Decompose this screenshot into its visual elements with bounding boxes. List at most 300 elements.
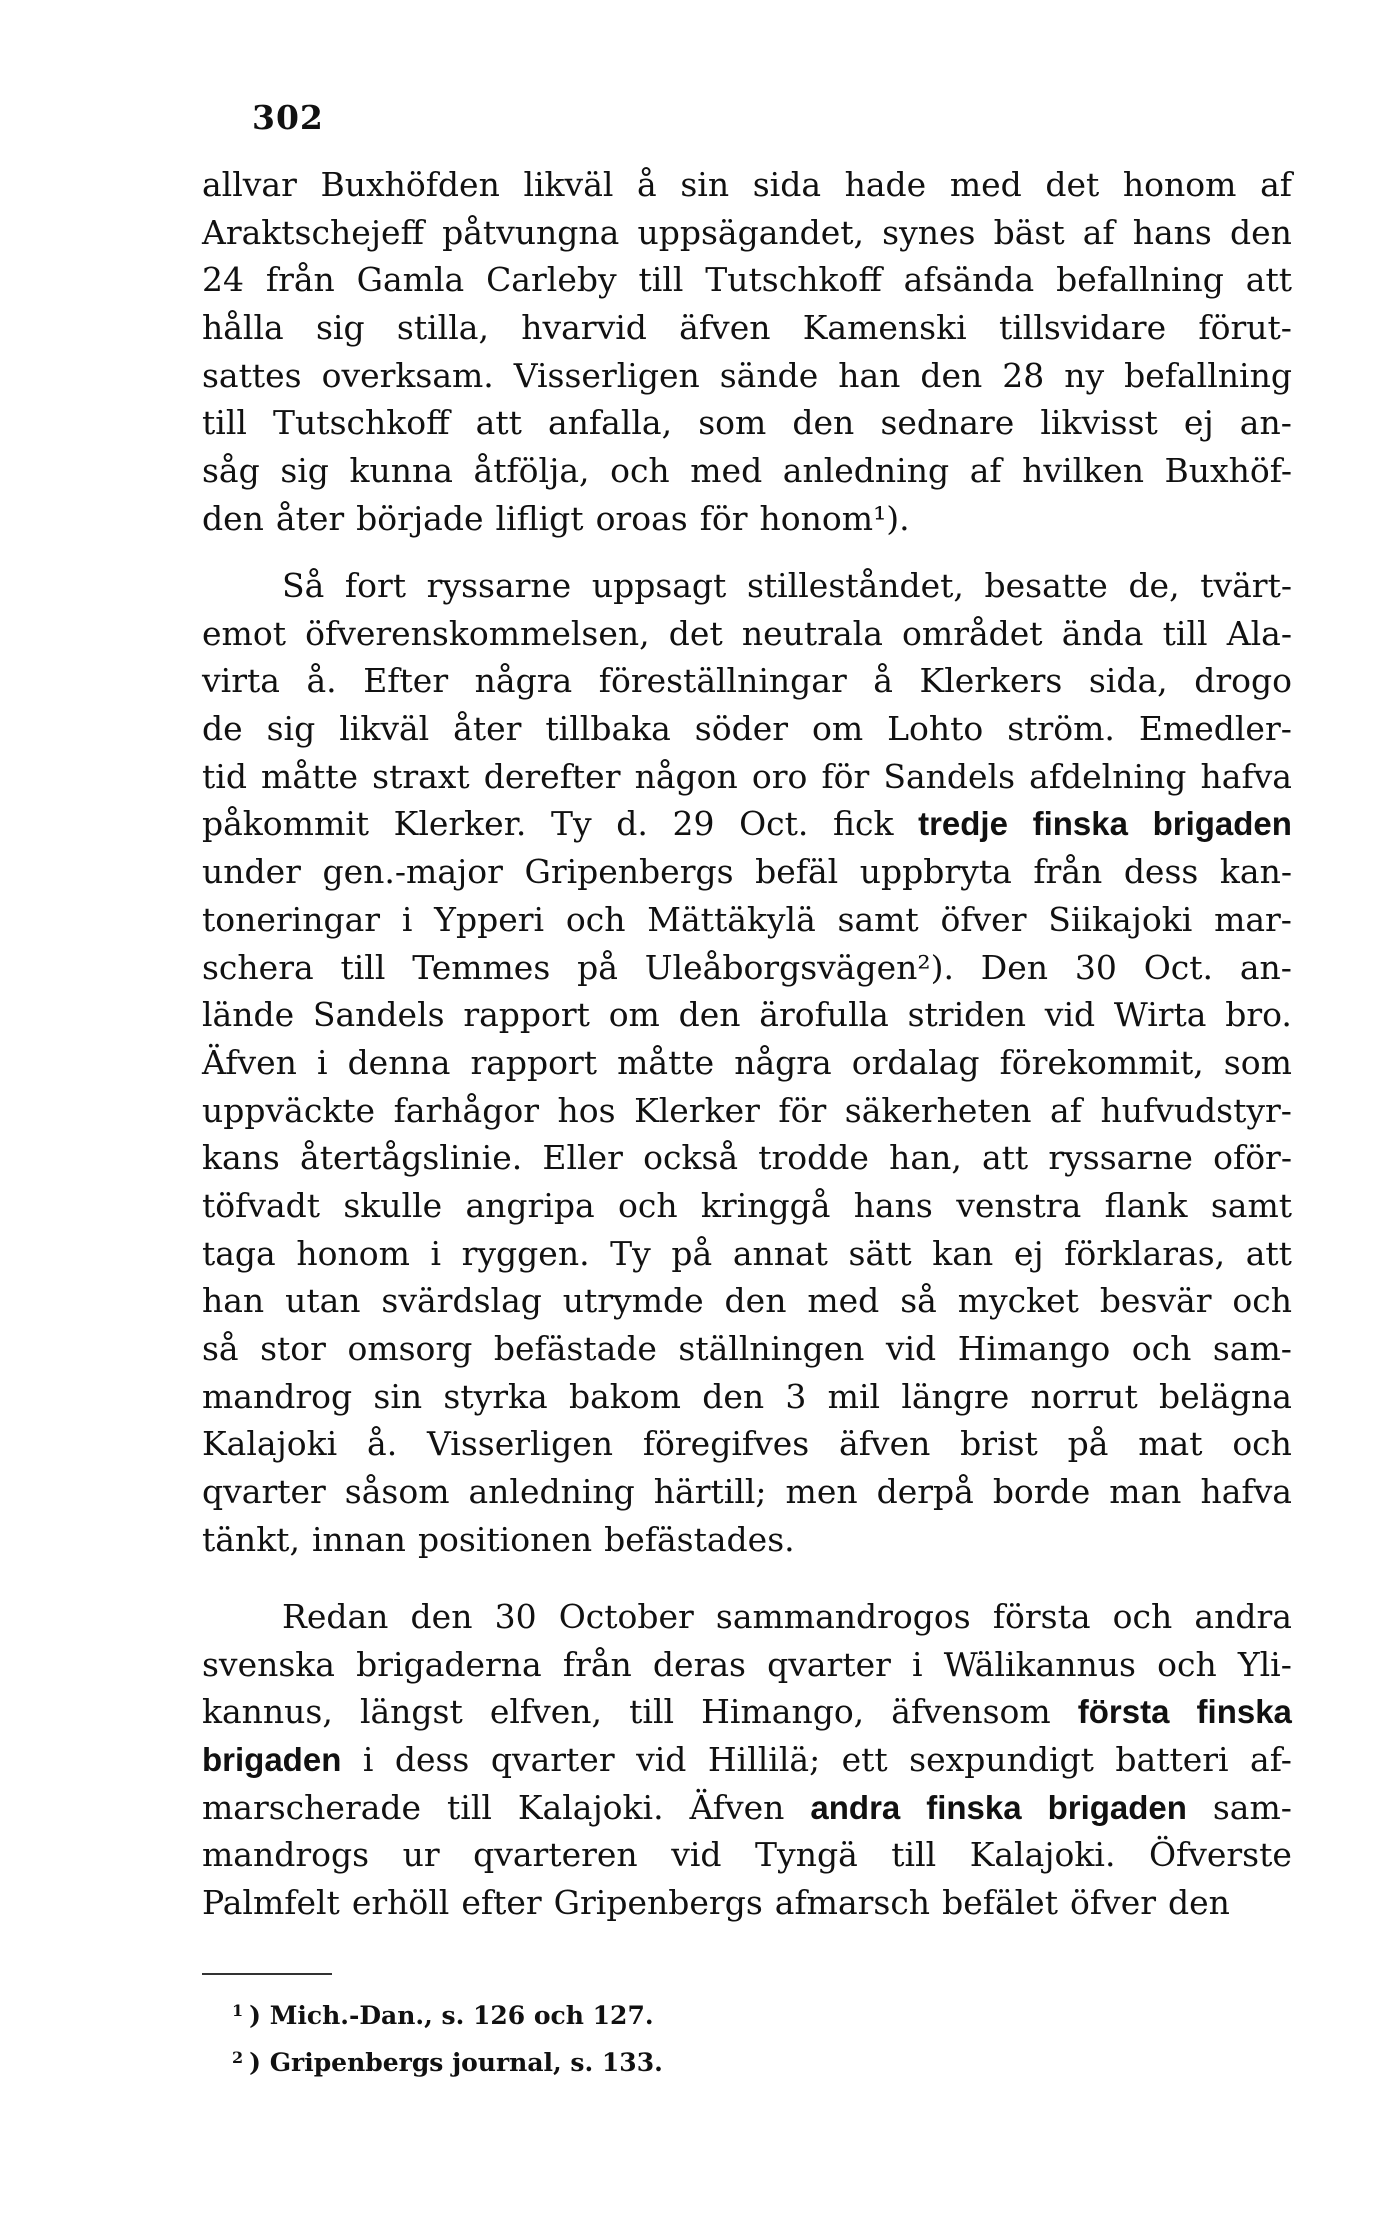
text-line — [202, 753, 1292, 801]
word: tredje — [918, 805, 1008, 843]
word: såg — [202, 451, 260, 491]
word: Den — [980, 947, 1049, 987]
word: Äfven — [202, 1042, 297, 1082]
word: 30 — [494, 1597, 537, 1636]
word: allvar — [202, 165, 297, 204]
word: Kalajoki. — [517, 1787, 664, 1827]
word: de, — [1128, 566, 1180, 605]
word: bro. — [1225, 995, 1292, 1035]
word: befäl — [755, 852, 839, 892]
word: venstra — [956, 1185, 1082, 1225]
word: Så — [282, 566, 325, 605]
word: och — [565, 899, 626, 939]
word: tid — [202, 756, 247, 796]
text-line — [202, 1373, 1292, 1421]
word: oro — [751, 756, 808, 796]
footnotes — [232, 1990, 663, 2084]
word: finska — [1032, 805, 1128, 843]
word: åtfölja, — [473, 451, 590, 491]
word: d. — [616, 804, 648, 844]
word: virta — [202, 661, 280, 701]
word: Buxhöf- — [1164, 451, 1292, 491]
word: Temmes — [412, 947, 551, 987]
word: qvarter — [490, 1740, 615, 1780]
word: Mättäkylä — [647, 899, 816, 939]
word: den — [1168, 1883, 1230, 1923]
word: af- — [1250, 1740, 1292, 1780]
word: området — [902, 613, 1043, 653]
word: af — [969, 451, 1002, 491]
word: Klerker. — [393, 804, 527, 844]
word: äfvensom — [891, 1692, 1051, 1732]
word: och — [618, 1185, 678, 1225]
word: tillbaka — [545, 709, 671, 749]
word: deras — [652, 1644, 746, 1684]
word: från — [1033, 852, 1103, 892]
word: föregifves — [642, 1424, 810, 1464]
word: med — [807, 1281, 880, 1321]
word: kringgå — [700, 1185, 831, 1225]
word: ny — [1064, 355, 1105, 395]
word: hafva — [1200, 756, 1292, 796]
word: likväl — [339, 709, 430, 749]
word: uppsagt — [591, 566, 727, 605]
word: belägna — [1158, 1376, 1292, 1416]
word: honom — [296, 1233, 410, 1273]
word: ställningen — [678, 1329, 865, 1368]
word: Sandels — [312, 995, 445, 1035]
word: utrymde — [562, 1281, 704, 1321]
text-line — [202, 944, 1292, 992]
word: åter — [453, 709, 522, 749]
word: drogo — [1194, 661, 1292, 701]
word: att — [1245, 260, 1292, 300]
word: anfalla, — [547, 403, 673, 443]
word: för — [821, 756, 870, 796]
word: Tyngä — [755, 1835, 858, 1875]
word: på — [577, 947, 618, 987]
footnote-mark: 2 — [232, 2048, 244, 2067]
word: sin — [373, 1376, 423, 1416]
word: fort — [344, 566, 407, 605]
word: hvarvid — [521, 308, 647, 348]
word: förekommit, — [999, 1042, 1204, 1082]
word: Äfven — [689, 1787, 785, 1827]
word: för — [778, 1090, 827, 1130]
word: finska — [926, 1788, 1022, 1826]
word: första — [1077, 1693, 1170, 1731]
word: och — [1232, 1281, 1292, 1321]
word: mandrogs — [202, 1835, 370, 1875]
word: förut- — [1198, 308, 1292, 348]
word: sam- — [1212, 1787, 1292, 1827]
word: Kamenski — [802, 308, 967, 348]
word: overksam. — [321, 355, 494, 395]
word: som — [1223, 1042, 1292, 1082]
word: qvarter — [202, 1472, 326, 1512]
word: ryggen. — [461, 1233, 590, 1273]
word: till — [202, 403, 247, 443]
word: i — [362, 1740, 374, 1780]
word: påkommit — [202, 804, 370, 844]
word: Emedler- — [1138, 709, 1292, 749]
word: marscherade — [202, 1787, 422, 1827]
word: an- — [1239, 403, 1292, 443]
word: till — [1162, 613, 1208, 653]
word: kans — [202, 1138, 280, 1178]
text-line — [202, 1039, 1292, 1087]
word: batteri — [1115, 1740, 1229, 1780]
word: i — [912, 1644, 923, 1684]
word: Redan — [282, 1597, 389, 1636]
word: ett — [841, 1740, 888, 1780]
word: Ty — [550, 804, 592, 844]
word: October — [558, 1597, 694, 1636]
word: i — [316, 1042, 328, 1082]
word: brigaden — [202, 1741, 342, 1779]
text-line — [202, 161, 1292, 209]
word: befästades. — [604, 1519, 795, 1559]
word: också — [643, 1138, 739, 1178]
word: flank — [1104, 1185, 1188, 1225]
text-line — [202, 848, 1292, 896]
word: Gripenbergs — [553, 1883, 763, 1923]
word: Hillilä; — [707, 1740, 821, 1780]
word: Eller — [542, 1138, 623, 1178]
text-line — [202, 495, 1292, 543]
text-line — [202, 352, 1292, 400]
text-line — [202, 1641, 1292, 1689]
word: taga — [202, 1233, 276, 1273]
text-line — [202, 705, 1292, 753]
word: men — [785, 1472, 858, 1512]
word: å — [873, 661, 893, 701]
word: Wirta — [1113, 995, 1207, 1035]
word: öfver — [940, 899, 1027, 939]
word: stilla, — [396, 308, 489, 348]
word: afmarsch — [774, 1883, 931, 1923]
word: Buxhöfden — [320, 165, 500, 204]
word: utan — [285, 1281, 361, 1321]
word: Öfverste — [1148, 1835, 1292, 1875]
word: sände — [719, 355, 819, 395]
word: ända — [1061, 613, 1144, 653]
footnote-1: $^1$ ) Mich.-Dan., s. 126 och 127. — [232, 2001, 654, 2030]
word: tillsvidare — [998, 308, 1167, 348]
word: 3 — [785, 1376, 807, 1416]
word: omsorg — [347, 1329, 473, 1368]
word: och — [1131, 1329, 1192, 1368]
word: Himango, — [701, 1692, 865, 1732]
word: och — [1157, 1644, 1217, 1684]
word: innan — [311, 1519, 406, 1559]
word: afdelning — [1029, 756, 1187, 796]
word: under — [202, 852, 301, 892]
word: finska — [1196, 1693, 1292, 1731]
word: 24 — [202, 260, 244, 300]
text-line — [202, 1182, 1292, 1230]
word: bäst — [993, 212, 1065, 252]
word: annat — [732, 1233, 828, 1273]
word: med — [949, 165, 1022, 204]
word: den — [920, 355, 983, 395]
word: söder — [694, 709, 788, 749]
text-line — [202, 1230, 1292, 1278]
word: om — [608, 995, 660, 1035]
word: för — [699, 498, 748, 538]
word: Klerkers — [919, 661, 1063, 701]
word: sattes — [202, 355, 302, 395]
word: töfvadt — [202, 1185, 321, 1225]
text-line — [202, 657, 1292, 705]
word: andra — [1194, 1597, 1292, 1636]
text-line — [202, 209, 1292, 257]
text-line — [202, 1879, 1292, 1927]
word: Wälikannus — [943, 1644, 1136, 1684]
word: vid — [671, 1835, 722, 1875]
text-line — [202, 800, 1292, 848]
word: den — [702, 1376, 765, 1416]
word: åter — [275, 498, 345, 538]
word: schera — [202, 947, 314, 987]
word: ordalag — [851, 1042, 980, 1082]
word: brigaden — [1047, 1788, 1187, 1826]
word: och — [1112, 1597, 1173, 1636]
word: af — [1082, 212, 1115, 252]
word: tänkt, — [202, 1519, 300, 1559]
word: dess — [394, 1740, 470, 1780]
word: härtill; — [653, 1472, 767, 1512]
text-line — [202, 304, 1292, 352]
word: angripa — [465, 1185, 595, 1225]
word: kannus, — [202, 1692, 333, 1732]
word: att — [1245, 1233, 1292, 1273]
word: påtvungna — [442, 212, 620, 252]
text-line — [202, 1420, 1292, 1468]
word: 30 — [1074, 947, 1117, 987]
word: förklaras, — [1064, 1233, 1226, 1273]
word: befästade — [493, 1329, 657, 1368]
word: den — [724, 1281, 787, 1321]
paragraph-1 — [202, 161, 1292, 543]
word: säkerheten — [844, 1090, 1032, 1130]
word: öfver — [1069, 1883, 1156, 1923]
word: Himango — [957, 1329, 1111, 1368]
word: äfven — [679, 308, 771, 348]
word: samt — [837, 899, 919, 939]
word: hans — [853, 1185, 933, 1225]
word: efter — [461, 1883, 542, 1923]
word: måtte — [617, 1042, 715, 1082]
word: längst — [359, 1692, 463, 1732]
word: Visserligen — [513, 355, 700, 395]
word: ur — [402, 1835, 440, 1875]
footnote-text: Mich.-Dan., s. 126 och 127. — [269, 2001, 654, 2030]
text-line — [202, 447, 1292, 495]
word: Tutschkoff — [705, 260, 882, 300]
word: återtågslinie. — [300, 1138, 523, 1178]
word: uppväckte — [202, 1090, 376, 1130]
text-line — [202, 1134, 1292, 1182]
word: sätt — [848, 1233, 912, 1273]
word: Oct. — [739, 804, 809, 844]
word: han, — [889, 1138, 962, 1178]
text-line — [202, 256, 1292, 304]
word: sammandrogos — [715, 1597, 971, 1636]
text-line — [202, 562, 1292, 610]
word: mycket — [957, 1281, 1079, 1321]
word: å. — [306, 661, 337, 701]
paragraph-2 — [202, 562, 1292, 1563]
word: sam- — [1212, 1329, 1292, 1368]
word: mat — [1138, 1424, 1203, 1464]
word: erhöll — [351, 1883, 450, 1923]
word: från — [265, 260, 335, 300]
word: den — [202, 498, 264, 538]
word: Ty — [610, 1233, 651, 1273]
word: qvarter — [767, 1644, 891, 1684]
word: äfven — [839, 1424, 931, 1464]
paragraph-3 — [202, 1593, 1292, 1927]
word: af — [1050, 1090, 1082, 1130]
word: till — [447, 1787, 492, 1827]
word: så — [202, 1329, 239, 1368]
word: besatte — [984, 566, 1108, 605]
word: kan- — [1219, 852, 1292, 892]
word: samt — [1210, 1185, 1292, 1225]
word: hans — [1132, 212, 1212, 252]
word: Yli- — [1237, 1644, 1292, 1684]
word: svärdslag — [381, 1281, 542, 1321]
word: uppbryta — [859, 852, 1012, 892]
text-line — [202, 1593, 1292, 1641]
word: positionen — [417, 1519, 593, 1559]
word: vid — [1044, 995, 1096, 1035]
word: likväl — [523, 165, 614, 204]
word: skulle — [343, 1185, 443, 1225]
word: sexpundigt — [909, 1740, 1094, 1780]
word: man — [1109, 1472, 1182, 1512]
word: straxt — [372, 756, 470, 796]
word: sida, — [1088, 661, 1168, 701]
word: oroas — [595, 498, 688, 538]
word: uppsägandet, — [637, 212, 865, 252]
word: brigaderna — [356, 1644, 542, 1684]
word: besvär — [1099, 1281, 1212, 1321]
word: hufvudstyr- — [1100, 1090, 1292, 1130]
word: å. — [367, 1424, 398, 1464]
word: längre — [901, 1376, 1010, 1416]
word: sin — [680, 165, 730, 204]
word: det — [1045, 165, 1100, 204]
word: anledning — [782, 451, 950, 491]
word: sig — [266, 709, 316, 749]
word: han — [202, 1281, 265, 1321]
text-line — [202, 896, 1292, 944]
text-line — [202, 1516, 1292, 1564]
word: Ala- — [1226, 613, 1292, 653]
word: Uleåborgsvägen²). — [644, 947, 954, 987]
word: till — [629, 1692, 675, 1732]
word: några — [734, 1042, 832, 1082]
word: Ypperi — [434, 899, 545, 939]
word: ej — [1013, 1233, 1044, 1273]
word: hålla — [202, 308, 284, 348]
word: dess — [1123, 852, 1199, 892]
word: den — [1229, 212, 1292, 252]
footnote-divider — [202, 1973, 332, 1975]
word: Araktschejeff — [202, 212, 424, 252]
word: sednare — [880, 403, 1015, 443]
word: började — [356, 498, 484, 538]
word: på — [1067, 1424, 1109, 1464]
word: den — [678, 995, 741, 1035]
word: Carleby — [486, 260, 617, 300]
word: rapport — [470, 1042, 598, 1082]
word: sig — [316, 308, 365, 348]
text-line — [202, 991, 1292, 1039]
word: Palmfelt — [202, 1883, 340, 1923]
word: till — [340, 947, 386, 987]
word: brist — [960, 1424, 1038, 1464]
word: hade — [844, 165, 927, 204]
word: Lohto — [887, 709, 984, 749]
word: vid — [885, 1329, 937, 1368]
word: vid — [636, 1740, 687, 1780]
word: som — [698, 403, 767, 443]
word: styrka — [443, 1376, 548, 1416]
word: så — [900, 1281, 937, 1321]
word: någon — [634, 756, 738, 796]
word: till — [891, 1835, 937, 1875]
text-line — [202, 1784, 1292, 1832]
word: från — [562, 1644, 632, 1684]
word: toneringar — [202, 899, 381, 939]
word: i — [401, 899, 413, 939]
word: ärofulla — [759, 995, 889, 1035]
word: honom — [1122, 165, 1237, 204]
word: afsända — [903, 260, 1035, 300]
footnote-mark: 1 — [232, 2001, 244, 2020]
word: derpå — [876, 1472, 974, 1512]
word: befallning — [1124, 355, 1292, 395]
word: mar- — [1214, 899, 1292, 939]
word: Gamla — [356, 260, 465, 300]
text-line — [202, 1277, 1292, 1325]
word: 29 — [672, 804, 715, 844]
word: hvilken — [1022, 451, 1144, 491]
word: till — [638, 260, 684, 300]
word: derefter — [483, 756, 621, 796]
word: såsom — [344, 1472, 450, 1512]
word: 28 — [1002, 355, 1045, 395]
text-line — [202, 610, 1292, 658]
word: han — [838, 355, 901, 395]
word: Oct. — [1143, 947, 1213, 987]
word: föreställningar — [598, 661, 847, 701]
word: borde — [992, 1472, 1091, 1512]
text-line — [202, 1087, 1292, 1135]
word: Sandels — [883, 756, 1016, 796]
footnote-text: Gripenbergs journal, s. 133. — [269, 2048, 663, 2077]
word: Tutschkoff — [273, 403, 450, 443]
word: synes — [882, 212, 976, 252]
word: första — [992, 1597, 1091, 1636]
word: på — [671, 1233, 713, 1273]
word: neutrala — [741, 613, 883, 653]
word: stilleståndet, — [746, 566, 964, 605]
word: likvisst — [1040, 403, 1158, 443]
